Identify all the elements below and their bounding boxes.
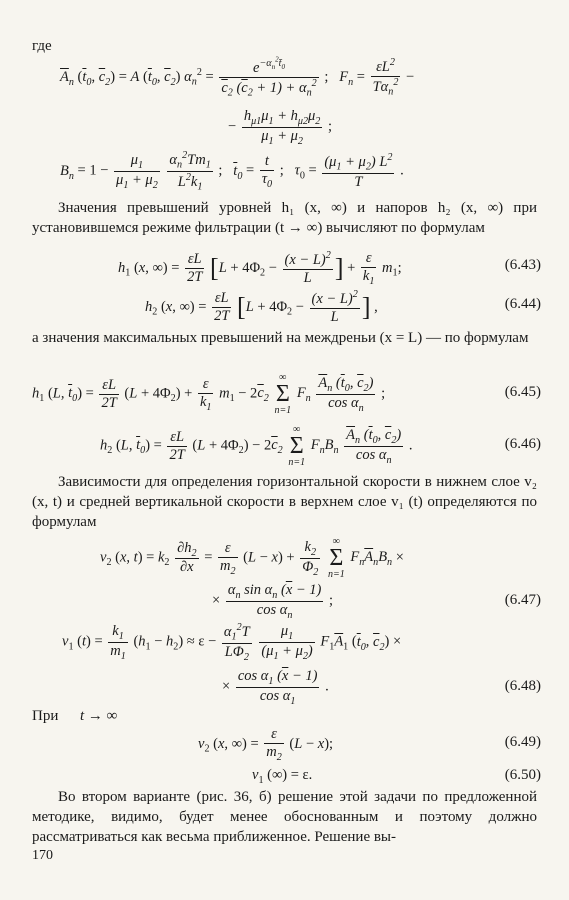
page-number: 170 bbox=[32, 848, 53, 863]
equation-number-6-45: (6.45) bbox=[504, 384, 541, 400]
equation-6-48-cont: × $\frac{\cos \alpha_1 (\overline{x} - 1)}{\cos \alpha_1}$ . bbox=[222, 668, 329, 707]
equation-6-50: $v_1$ (∞) = ε. bbox=[252, 767, 313, 786]
definition-Fn-cont: − $\frac{h_{\mu 1}\mu_1 + h_{\mu 2}\mu_2}{\mu_1 + \mu_2}$ ; bbox=[228, 108, 333, 147]
word-gde: где bbox=[32, 38, 52, 54]
equation-number-6-49: (6.49) bbox=[504, 734, 541, 750]
equation-number-6-46: (6.46) bbox=[504, 436, 541, 452]
equation-number-6-43: (6.43) bbox=[504, 257, 541, 273]
equation-number-6-44: (6.44) bbox=[504, 296, 541, 312]
word-pri: При bbox=[32, 708, 59, 724]
paragraph-velocities: Зависимости для определения горизонтальной скорости в нижнем слое v₂ (x, t) и средней вертикальной скорости в верхнем слое v₁ (t) определяются по формулам bbox=[32, 474, 537, 530]
equation-6-48: $v_1$ (t) = $\frac{k_1}{m_1}$ $(h_1 - h_2) \approx \varepsilon$ − $\frac{\alpha_1^2T}{L\Phi_2}$ $\frac{\mu_1}{(\mu_1 + \mu_2)}$ $F_1\overline{A}_1$ ($\overline{t}_0$, $\overline{c}_2$) × bbox=[62, 622, 402, 663]
equation-6-47-cont: × $\frac{\alpha_n \sin \alpha_n (\overline{x} - 1)}{\cos \alpha_n}$ ; bbox=[212, 582, 334, 621]
definition-Bn: $B_n = 1$ − $\frac{\mu_1}{\mu_1 + \mu_2}$ $\frac{\alpha_n^2Tm_1}{L^2k_1}$ ; $\overline{t}_0$ = $\frac{t}{\tau_0}$ ; $\tau_0$ = $\frac{(\mu_1 + \mu_2) L^2}{T}$ . bbox=[60, 150, 404, 193]
equation-6-44: $h_2$ (x, ∞) = $\frac{\varepsilon L}{2T}$ [$L + 4\Phi_2$ − $\frac{(x - L)^2}{L}$ ] , bbox=[145, 289, 378, 325]
equation-6-45: $h_1$ (L, $\overline{t}_0$) = $\frac{\varepsilon L}{2T}$ $(L + 4\Phi_2)$ + $\frac{\varepsilon}{k_1}$ $m_1 - 2\overline{c}_2$ ∞ Σ n=1 $F_n$ $\frac{\overline{A}_n (\overline{t}_0, \overline{c}_2)}{\cos \alpha_n}$ ; bbox=[32, 372, 386, 416]
definition-An: $\overline{A}_n$ ($\overline{t}_0$, $\overline{c}_2) = A$ ($\overline{t}_0$, $\overline{c}_2$) $\alpha_n^2$ = $\frac{e^{-\alpha_n^2t̄_0}}{\overline{c}_2 (\overline{c}_2 + 1) + \alpha_n^2}$ ; $F_n$ = $\frac{\varepsilon L^2}{T\alpha_n^2}$ − bbox=[60, 56, 415, 99]
paragraph-second-variant: Во втором варианте (рис. 36, б) решение этой задачи по предложенной методике, видимо, будет менее обоснованным и поэтому должно рассматриваться как весьма приближенное. Решение вы- bbox=[32, 789, 537, 845]
equation-6-43: $h_1$ (x, ∞) = $\frac{\varepsilon L}{2T}$ [$L + 4\Phi_2$ − $\frac{(x - L)^2}{L}$ ] + $\frac{\varepsilon}{k_1}$ $m_1$; bbox=[118, 250, 402, 287]
limit-condition: t → ∞ bbox=[80, 708, 118, 724]
equation-number-6-47: (6.47) bbox=[504, 592, 541, 608]
equation-6-49: $v_2$ (x, ∞) = $\frac{\varepsilon}{m_2}$ (L − x); bbox=[198, 726, 334, 763]
equation-6-47: $v_2$ (x, $t) = k_2$ $\frac{\partial h_2}{\partial x}$ = $\frac{\varepsilon}{m_2}$ (L − x) + $\frac{k_2}{\Phi_2}$ ∞ Σ n=1 $F_n\overline{A}_nB_n$ × bbox=[100, 536, 404, 580]
equation-number-6-48: (6.48) bbox=[504, 678, 541, 694]
equation-number-6-50: (6.50) bbox=[504, 767, 541, 783]
equation-6-46: $h_2$ (L, $\overline{t}_0$) = $\frac{\varepsilon L}{2T}$ $(L + 4\Phi_2) - 2\overline{c}_2$ ∞ Σ n=1 $F_nB_n$ $\frac{\overline{A}_n (\overline{t}_0, \overline{c}_2)}{\cos \alpha_n}$ . bbox=[100, 424, 413, 468]
paragraph-steady-state: Значения превышений уровней h₁ (x, ∞) и напоров h₂ (x, ∞) при установившемся режиме фильтрации (t → ∞) вычисляют по формулам bbox=[32, 200, 537, 236]
paragraph-max-exceed: а значения максимальных превышений на междреньи (x = L) — по формулам bbox=[32, 330, 529, 346]
